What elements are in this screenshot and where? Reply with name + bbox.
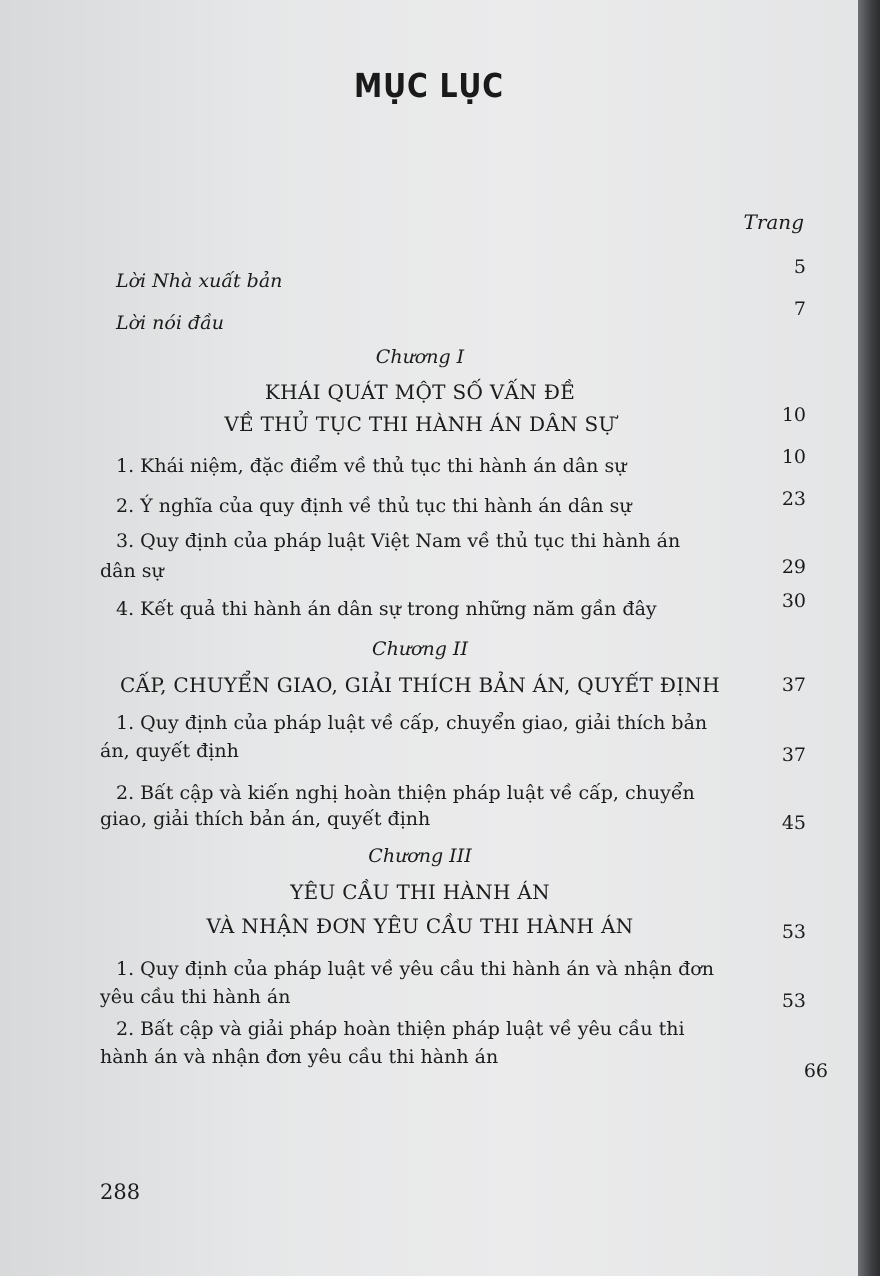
chapter-page: 53 [781,921,806,943]
toc-entry-label: 2. Ý nghĩa của quy định về thủ tục thi hành án dân sự [116,495,632,517]
toc-entry-label: 1. Khái niệm, đặc điểm về thủ tục thi hành án dân sự [116,455,627,477]
page-column-header: Trang [743,210,804,234]
toc-entry-page: 53 [781,990,806,1012]
toc-entry-page: 23 [781,488,806,510]
toc-entry-page: 29 [781,556,806,578]
toc-entry-label: 3. Quy định của pháp luật Việt Nam về thủ tục thi hành án [116,530,681,552]
chapter-number: Chương III [368,845,472,867]
toc-entry-label: yêu cầu thi hành án [100,986,291,1008]
toc-entry-label: dân sự [100,560,164,582]
toc-entry-page: 7 [793,298,806,320]
toc-entry-label: 2. Bất cập và giải pháp hoàn thiện pháp luật về yêu cầu thi [116,1018,685,1040]
chapter-number: Chương II [372,638,468,660]
chapter-page: 37 [781,674,806,696]
toc-entry-label: giao, giải thích bản án, quyết định [100,808,431,830]
chapter-title: VÀ NHẬN ĐƠN YÊU CẦU THI HÀNH ÁN [206,914,634,938]
toc-entry-page: 37 [781,744,806,766]
toc-entry-page: 45 [781,812,806,834]
chapter-title: VỀ THỦ TỤC THI HÀNH ÁN DÂN SỰ [224,412,616,436]
chapter-title: YÊU CẦU THI HÀNH ÁN [290,880,550,904]
chapter-page: 10 [781,404,806,426]
toc-entry-page: 66 [803,1060,828,1082]
toc-entry-label: án, quyết định [100,740,239,762]
chapter-title: CẤP, CHUYỂN GIAO, GIẢI THÍCH BẢN ÁN, QUYẾT ĐỊNH [120,673,720,697]
book-gutter [858,0,880,1276]
chapter-number: Chương I [375,346,465,368]
toc-entry-page: 30 [781,590,806,612]
toc-entry-label: Lời nói đầu [116,312,225,334]
page-number: 288 [100,1180,141,1204]
toc-entry-label: hành án và nhận đơn yêu cầu thi hành án [100,1046,499,1068]
toc-entry-page: 5 [793,256,806,278]
toc-entry-label: 1. Quy định của pháp luật về cấp, chuyển giao, giải thích bản [116,712,708,734]
toc-entry-label: 2. Bất cập và kiến nghị hoàn thiện pháp luật về cấp, chuyển [116,782,695,804]
toc-entry-label: 4. Kết quả thi hành án dân sự trong những năm gần đây [116,598,657,620]
toc-entry-label: Lời Nhà xuất bản [116,270,283,292]
toc-entry-page: 10 [781,446,806,468]
page-title: MỤC LỤC [354,66,504,105]
toc-entry-label: 1. Quy định của pháp luật về yêu cầu thi hành án và nhận đơn [116,958,714,980]
chapter-title: KHÁI QUÁT MỘT SỐ VẤN ĐỀ [264,380,576,404]
